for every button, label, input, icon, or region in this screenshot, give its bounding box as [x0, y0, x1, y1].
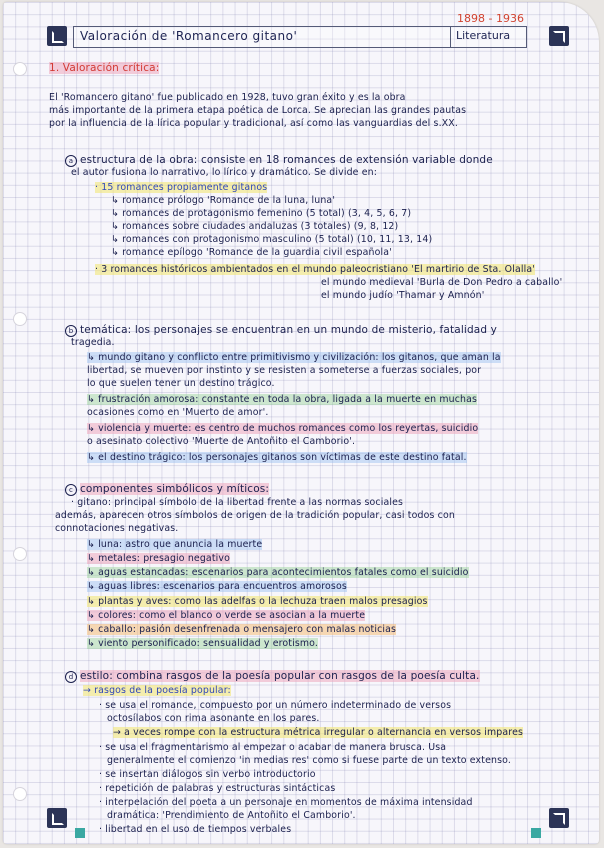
section-b-line: ↳ mundo gitano y conflicto entre primitivismo y civilización: los gitanos, que aman la: [87, 352, 501, 363]
section-a-line: el mundo medieval 'Burla de Don Pedro a caballo': [321, 277, 563, 288]
section-c-line: ↳ metales: presagio negativo: [87, 553, 230, 564]
section-a-line: ↳ romance prólogo 'Romance de la luna, luna': [111, 195, 336, 206]
section-c-line: ↳ luna: astro que anuncia la muerte: [87, 539, 263, 550]
section-c-marker: c: [65, 484, 77, 496]
section-b-line: tragedia.: [71, 337, 115, 348]
section-a-line: ↳ romances de protagonismo femenino (5 total) (3, 4, 5, 6, 7): [111, 208, 412, 219]
section-a-line: ↳ romances con protagonismo masculino (5 total) (10, 11, 13, 14): [111, 234, 433, 245]
section-c-heading: c componentes simbólicos y míticos:: [65, 483, 269, 496]
section-b-marker: b: [65, 325, 77, 337]
header-divider: [450, 27, 451, 47]
section-d-line: dramática: 'Prendimiento de Antoñito el Camborio'.: [107, 810, 356, 821]
section-d-line: → rasgos de la poesía popular:: [83, 685, 231, 696]
binder-hole-3: [13, 547, 27, 561]
section-c-line: connotaciones negativas.: [55, 523, 179, 534]
section-a-line: ↳ romance epílogo 'Romance de la guardia civil española': [111, 247, 392, 258]
section-d-line: · se usa el romance, compuesto por un número indeterminado de versos: [99, 700, 452, 711]
date-range: 1898 - 1936: [457, 12, 524, 25]
teal-marker-left: [75, 828, 85, 838]
subject-label: Literatura: [456, 29, 511, 42]
section-c-line: ↳ colores: como el blanco o verde se asocian a la muerte: [87, 610, 366, 621]
section-c-line: ↳ viento personificado: sensualidad y erotismo.: [87, 638, 319, 649]
corner-marker-top-right: [549, 26, 569, 46]
section-d-line: generalmente el comienzo 'in medias res' como si fuese parte de un texto extenso.: [107, 755, 511, 766]
section-c-line: ↳ aguas estancadas: escenarios para acontecimientos fatales como el suicidio: [87, 567, 469, 578]
section-d-line: · libertad en el uso de tiempos verbales: [99, 824, 292, 835]
section-c-line: · gitano: principal símbolo de la libertad frente a las normas sociales: [71, 497, 404, 508]
section-a-line: el mundo judío 'Thamar y Amnón': [321, 290, 485, 301]
section-d-marker: d: [65, 671, 77, 683]
section-b-line: lo que suelen tener un destino trágico.: [87, 378, 275, 389]
page-title: Valoración de 'Romancero gitano': [80, 29, 298, 43]
section-c-line: ↳ plantas y aves: como las adelfas o la lechuza traen malos presagios: [87, 596, 428, 607]
section-c-line: ↳ caballo: pasión desenfrenada o mensajero con malas noticias: [87, 624, 397, 635]
section-c-line: ↳ aguas libres: escenarios para encuentros amorosos: [87, 581, 347, 592]
section-a-line: · 15 romances propiamente gitanos: [95, 182, 268, 193]
section-d-line: · repetición de palabras y estructuras sintácticas: [99, 783, 336, 794]
corner-marker-top-left: [47, 26, 67, 46]
section-b-line: ↳ violencia y muerte: es centro de muchos romances como los reyertas, suicidio: [87, 423, 479, 434]
notebook-page: [3, 2, 599, 844]
section-d-line: → a veces rompe con la estructura métrica irregular o alternancia en versos impares: [113, 727, 524, 738]
binder-hole-1: [13, 62, 27, 76]
teal-marker-right: [531, 828, 541, 838]
section1-line-1: El 'Romancero gitano' fue publicado en 1928, tuvo gran éxito y es la obra: [49, 92, 406, 103]
section-b-line: ↳ frustración amorosa: constante en toda la obra, ligada a la muerte en muchas: [87, 394, 478, 405]
header-bar: [73, 26, 527, 48]
section-a-marker: a: [65, 155, 77, 167]
section-a-line: ↳ romances sobre ciudades andaluzas (3 totales) (9, 8, 12): [111, 221, 399, 232]
corner-marker-bottom-right: [549, 808, 569, 828]
section-d-line: · se usa el fragmentarismo al empezar o acabar de manera brusca. Usa: [99, 742, 447, 753]
section-c-line: además, aparecen otros símbolos de origen de la tradición popular, casi todos con: [55, 510, 455, 521]
section-b-heading: b temática: los personajes se encuentran en un mundo de misterio, fatalidad y: [65, 324, 497, 337]
section-d-line: · interpelación del poeta a un personaje en momentos de máxima intensidad: [99, 797, 473, 808]
section-heading-valoracion: 1. Valoración crítica:: [49, 62, 160, 74]
binder-hole-2: [13, 312, 27, 326]
section-d-line: octosílabos con rima asonante en los pares.: [107, 713, 320, 724]
binder-hole-4: [13, 787, 27, 801]
section1-line-2: más importante de la primera etapa poética de Lorca. Se aprecian las grandes pautas: [49, 105, 467, 116]
section-b-line: ocasiones como en 'Muerto de amor'.: [87, 407, 269, 418]
section-d-heading: d estilo: combina rasgos de la poesía popular con rasgos de la poesía culta.: [65, 670, 480, 683]
section-a-heading: a estructura de la obra: consiste en 18 romances de extensión variable donde: [65, 154, 493, 167]
section-d-line: · se insertan diálogos sin verbo introductorio: [99, 769, 316, 780]
corner-marker-bottom-left: [47, 808, 67, 828]
section-a-line: el autor fusiona lo narrativo, lo lírico y dramático. Se divide en:: [71, 167, 378, 178]
section1-line-3: por la influencia de la lírica popular y tradicional, así como las vanguardias del s.XX.: [49, 118, 458, 129]
section-b-line: ↳ el destino trágico: los personajes gitanos son víctimas de este destino fatal.: [87, 452, 467, 463]
section-b-line: o asesinato colectivo 'Muerte de Antoñito el Camborio'.: [87, 436, 356, 447]
section-b-line: libertad, se mueven por instinto y se resisten a someterse a fuerzas sociales, por: [87, 365, 482, 376]
section-a-line: · 3 romances históricos ambientados en el mundo paleocristiano 'El martirio de Sta. Olalla': [95, 264, 535, 275]
